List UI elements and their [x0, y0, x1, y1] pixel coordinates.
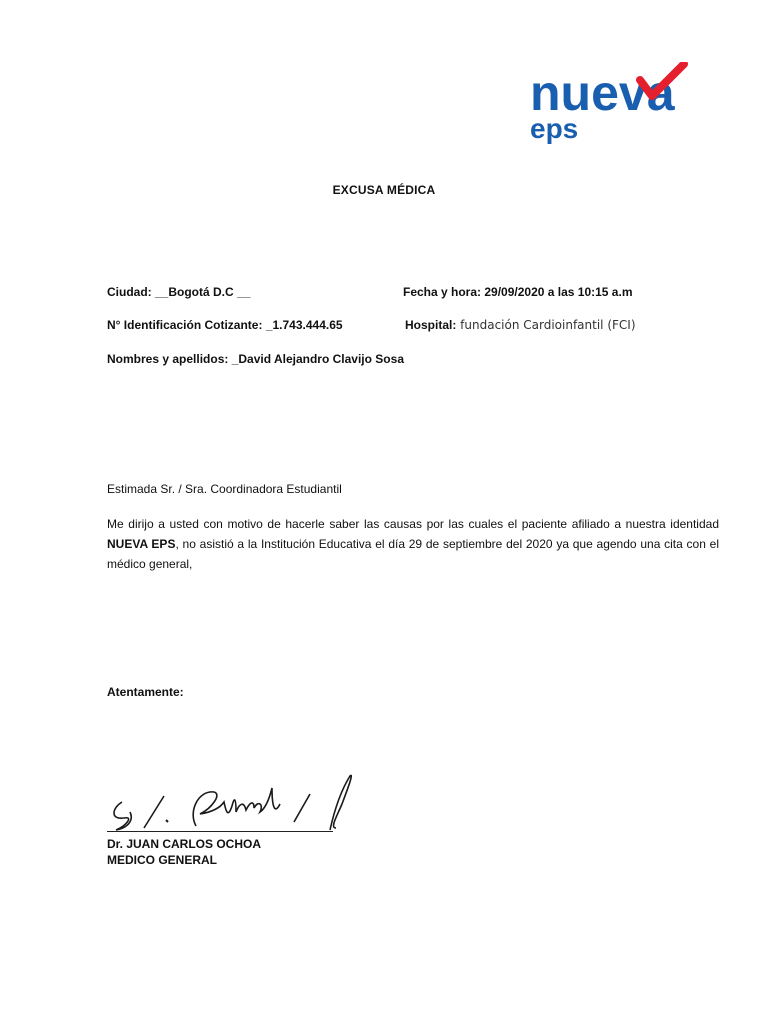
- ciudad-label: Ciudad:: [107, 285, 152, 299]
- fecha-label: Fecha y hora:: [403, 285, 482, 299]
- body-paragraph: [107, 514, 719, 574]
- fecha-value: 29/09/2020 a las 10:15 a.m: [481, 285, 633, 299]
- nueva-eps-logo: [528, 62, 722, 146]
- logo-text-sub: eps: [530, 113, 579, 144]
- nombres-label: Nombres y apellidos:: [107, 352, 229, 366]
- nombres-value: _David Alejandro Clavijo Sosa: [228, 352, 404, 366]
- nombres-field: [107, 351, 404, 367]
- body-text-bold: NUEVA EPS: [107, 537, 176, 551]
- greeting: Estimada Sr. / Sra. Coordinadora Estudiantil: [107, 482, 342, 496]
- nueva-eps-logo-graphic: [528, 62, 722, 146]
- document-title: EXCUSA MÉDICA: [332, 183, 436, 197]
- identificacion-field: [107, 317, 343, 333]
- hospital-field: [405, 317, 636, 333]
- ciudad-field: [107, 284, 250, 300]
- signature-graphic: [104, 768, 358, 838]
- ciudad-value: __Bogotá D.C __: [151, 285, 251, 299]
- signature-line: [107, 831, 333, 832]
- fecha-field: [403, 284, 632, 300]
- body-text-part2: , no asistió a la Institución Educativa el día 29 de septiembre del 2020 ya que agendo una cita con el médico general,: [107, 537, 720, 571]
- hospital-label: Hospital:: [405, 318, 457, 332]
- closing: Atentamente:: [107, 685, 184, 699]
- identificacion-value: _1.743.444.65: [262, 318, 343, 332]
- hospital-value: fundación Cardioinfantil (FCI): [456, 318, 636, 332]
- handwritten-signature: [104, 768, 358, 838]
- body-text-part1: Me dirijo a usted con motivo de hacerle saber las causas por las cuales el paciente afiliado a nuestra identidad: [107, 517, 719, 531]
- signer-name: Dr. JUAN CARLOS OCHOA: [107, 837, 262, 851]
- logo-text-main: nueva: [530, 65, 675, 121]
- identificacion-label: N° Identificación Cotizante:: [107, 318, 263, 332]
- signer-role: MEDICO GENERAL: [107, 853, 218, 867]
